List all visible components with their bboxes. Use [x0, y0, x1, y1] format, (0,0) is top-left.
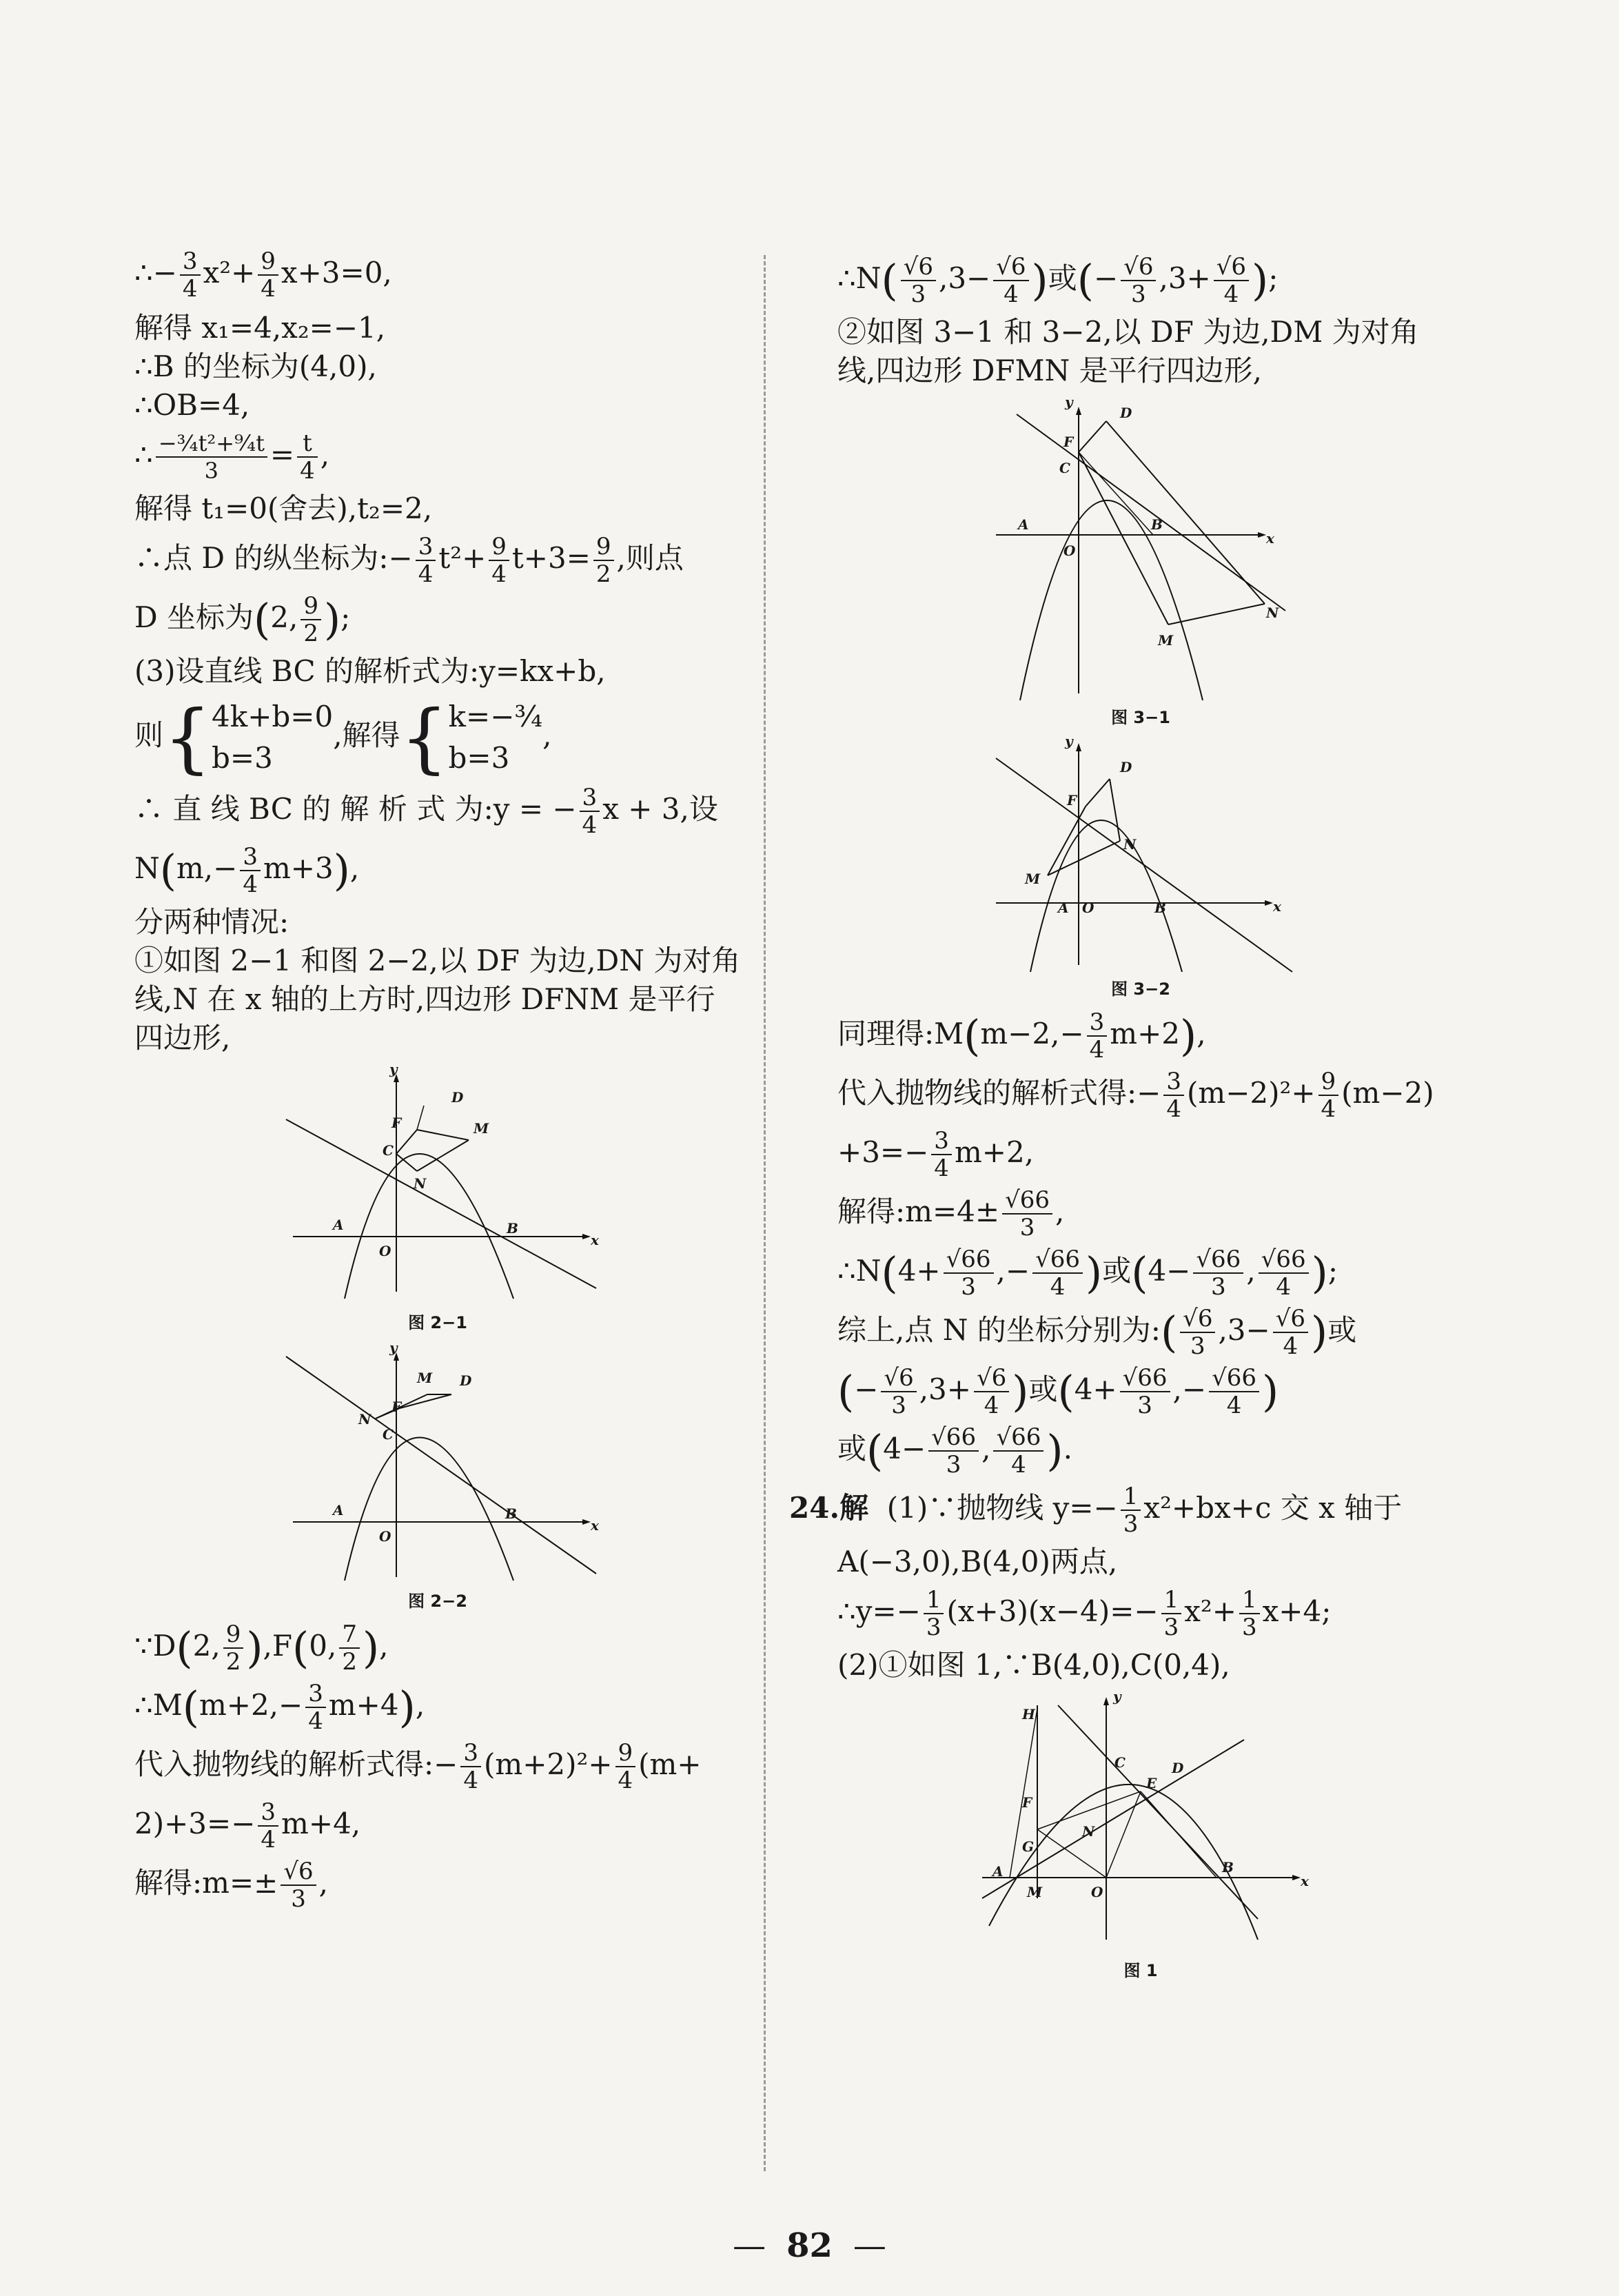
svg-text:y: y	[1065, 733, 1073, 749]
svg-text:H: H	[1022, 1706, 1035, 1723]
svg-text:M: M	[1158, 632, 1174, 649]
eq-line-20: 2)+3=− $\frac{3}{4}$ m+4,	[134, 1798, 361, 1853]
svg-text:O: O	[1082, 900, 1094, 916]
eq-line-18: ∴M(m+2,− $\frac{3}{4}$ m+4),	[134, 1680, 425, 1735]
svg-text:M: M	[474, 1120, 489, 1137]
svg-text:O: O	[1063, 542, 1076, 559]
eq-line-13: 分两种情况:	[134, 905, 289, 939]
eq-line-21: 解得:m=± $\frac{√6}{3}$ ,	[134, 1858, 329, 1913]
eq-line-r10: (− $\frac{√6}{3}$ ,3+ $\frac{√6}{4}$ )或(4+ $\frac{√66}{3}$ ,− $\frac{√66}{4}$ )	[837, 1364, 1279, 1419]
svg-text:x: x	[1273, 898, 1281, 915]
svg-text:D: D	[1172, 1760, 1184, 1776]
eq-line-16: 四边形,	[134, 1021, 231, 1055]
column-divider	[764, 255, 766, 2171]
eq-line-5: ∴ $\frac{\text{−¾t²+⁹⁄₄t}}{3}$ = $\frac{t}{4}$ ,	[134, 429, 330, 485]
svg-text:y: y	[389, 1061, 398, 1077]
svg-text:C: C	[1114, 1754, 1126, 1771]
eq-line-11: ∴ 直 线 BC 的 解 析 式 为:y = − $\frac{3}{4}$ x + 3,设	[134, 784, 718, 839]
svg-text:B: B	[1151, 516, 1163, 533]
eq-line-15: 线,N 在 x 轴的上方时,四边形 DFNM 是平行	[134, 982, 715, 1016]
eq-line-12: N(m,− $\frac{3}{4}$ m+3),	[134, 843, 360, 898]
svg-text:F: F	[1022, 1794, 1032, 1811]
eq-line-3: ∴B 的坐标为(4,0),	[134, 349, 377, 383]
svg-text:N: N	[358, 1411, 371, 1428]
figure-1	[968, 1688, 1313, 1953]
figure-1-caption: 图 1	[1123, 1961, 1158, 1980]
svg-text:B: B	[507, 1220, 518, 1237]
eq-line-r9: 综上,点 N 的坐标分别为:( $\frac{√6}{3}$ ,3− $\frac{√6}{4}$ )或	[837, 1305, 1357, 1360]
svg-text:D: D	[451, 1089, 464, 1106]
figure-2-2	[279, 1339, 599, 1584]
eq-line-r3: 线,四边形 DFMN 是平行四边形,	[837, 354, 1262, 387]
figure-3-2	[982, 733, 1299, 972]
svg-text:C: C	[383, 1426, 394, 1443]
svg-text:F: F	[391, 1399, 402, 1415]
svg-text:N: N	[1082, 1823, 1095, 1840]
svg-text:M: M	[1025, 871, 1041, 887]
svg-text:x: x	[1301, 1873, 1309, 1889]
right-column	[789, 248, 1444, 1991]
svg-text:O: O	[379, 1528, 391, 1545]
eq-line-r5: 代入抛物线的解析式得:− $\frac{3}{4}$ (m−2)²+ $\frac{9}{4}$ (m−2)	[837, 1068, 1434, 1123]
eq-line-9: (3)设直线 BC 的解析式为:y=kx+b,	[134, 654, 606, 688]
figure-2-1-caption: 图 2−1	[408, 1313, 467, 1332]
eq-line-6: 解得 t₁=0(舍去),t₂=2,	[134, 491, 433, 525]
eq-line-r14: ∴y=− $\frac{1}{3}$ (x+3)(x−4)=− $\frac{1}{3}$ x²+ $\frac{1}{3}$ x+4;	[837, 1586, 1332, 1641]
svg-text:F: F	[391, 1115, 402, 1131]
eq-line-r11: 或(4− $\frac{√66}{3}$ , $\frac{√66}{4}$ ).	[837, 1423, 1072, 1479]
svg-text:O: O	[379, 1243, 391, 1259]
svg-text:A: A	[1058, 900, 1069, 916]
figure-3-1-caption: 图 3−1	[1111, 708, 1170, 727]
eq-line-r8: ∴N(4+ $\frac{√66}{3}$ ,− $\frac{√66}{4}$ )或(4− $\frac{√66}{3}$ , $\frac{√66}{4}$ );	[837, 1246, 1338, 1301]
eq-line-4: ∴OB=4,	[134, 388, 250, 422]
svg-text:y: y	[1113, 1688, 1121, 1705]
figure-2-1	[279, 1061, 599, 1306]
svg-text:N: N	[1123, 836, 1137, 853]
svg-text:D: D	[1120, 405, 1132, 421]
svg-text:x: x	[1266, 530, 1274, 547]
eq-line-r6: +3=− $\frac{3}{4}$ m+2,	[837, 1127, 1035, 1182]
svg-text:B: B	[505, 1505, 517, 1522]
page-footer: — 82 —	[733, 2226, 886, 2265]
eq-line-r1: ∴N( $\frac{√6}{3}$ ,3− $\frac{√6}{4}$ )或(− $\frac{√6}{3}$ ,3+ $\frac{√6}{4}$ );	[837, 253, 1279, 308]
eq-line-2: 解得 x₁=4,x₂=−1,	[134, 311, 386, 345]
svg-text:A: A	[333, 1502, 344, 1518]
svg-text:A: A	[992, 1863, 1004, 1880]
svg-text:N: N	[414, 1175, 427, 1192]
eq-line-8: D 坐标为(2, $\frac{9}{2}$ );	[134, 592, 351, 647]
svg-text:y: y	[389, 1339, 398, 1356]
eq-line-r2: ②如图 3−1 和 3−2,以 DF 为边,DM 为对角	[837, 315, 1419, 349]
svg-text:B: B	[1222, 1859, 1234, 1876]
eq-line-19: 代入抛物线的解析式得:− $\frac{3}{4}$ (m+2)²+ $\frac{9}{4}$ (m+	[134, 1739, 702, 1794]
svg-text:G: G	[1022, 1838, 1035, 1855]
eq-line-17: ∵D(2, $\frac{9}{2}$ ),F(0, $\frac{7}{2}$ ),	[134, 1621, 389, 1676]
eq-line-r13: A(−3,0),B(4,0)两点,	[837, 1545, 1118, 1578]
figure-2-2-caption: 图 2−2	[408, 1592, 467, 1611]
svg-text:A: A	[333, 1217, 344, 1233]
eq-line-r15: (2)①如图 1,∵B(4,0),C(0,4),	[837, 1648, 1230, 1682]
svg-text:N: N	[1266, 605, 1279, 621]
svg-text:M: M	[1027, 1884, 1043, 1900]
svg-text:C: C	[383, 1142, 394, 1159]
eq-line-r7: 解得:m=4± $\frac{√66}{3}$ ,	[837, 1186, 1065, 1241]
svg-text:x: x	[591, 1517, 599, 1534]
figure-3-1	[982, 394, 1299, 700]
svg-text:O: O	[1091, 1884, 1103, 1900]
svg-text:M: M	[417, 1370, 433, 1386]
svg-text:C: C	[1059, 460, 1070, 476]
svg-text:y: y	[1065, 394, 1073, 410]
svg-text:B: B	[1154, 900, 1166, 916]
eq-line-r4: 同理得:M(m−2,− $\frac{3}{4}$ m+2),	[837, 1008, 1206, 1064]
svg-text:D: D	[460, 1372, 472, 1389]
eq-line-r12: 24.解 (1)∵抛物线 y=− $\frac{1}{3}$ x²+bx+c 交 x 轴于	[789, 1483, 1403, 1538]
eq-line-1: ∴− $\frac{3}{4}$ x²+ $\frac{9}{4}$ x+3=0,	[134, 247, 392, 303]
figure-3-2-caption: 图 3−2	[1111, 979, 1170, 999]
svg-text:D: D	[1120, 759, 1132, 775]
left-column	[134, 248, 741, 1918]
eq-line-7: ∴点 D 的纵坐标为:− $\frac{3}{4}$ t²+ $\frac{9}{4}$ t+3= $\frac{9}{2}$ ,则点	[134, 533, 684, 588]
page-number: 82	[786, 2226, 833, 2265]
eq-line-10: 则{ 4k+b=0 b=3 ,解得{ k=−¾ b=3 ,	[134, 693, 552, 782]
svg-text:x: x	[591, 1232, 599, 1248]
svg-text:A: A	[1018, 516, 1029, 533]
svg-text:F: F	[1067, 792, 1077, 809]
eq-line-14: ①如图 2−1 和图 2−2,以 DF 为边,DN 为对角	[134, 944, 741, 977]
svg-text:F: F	[1063, 434, 1074, 450]
svg-text:E: E	[1146, 1775, 1157, 1791]
